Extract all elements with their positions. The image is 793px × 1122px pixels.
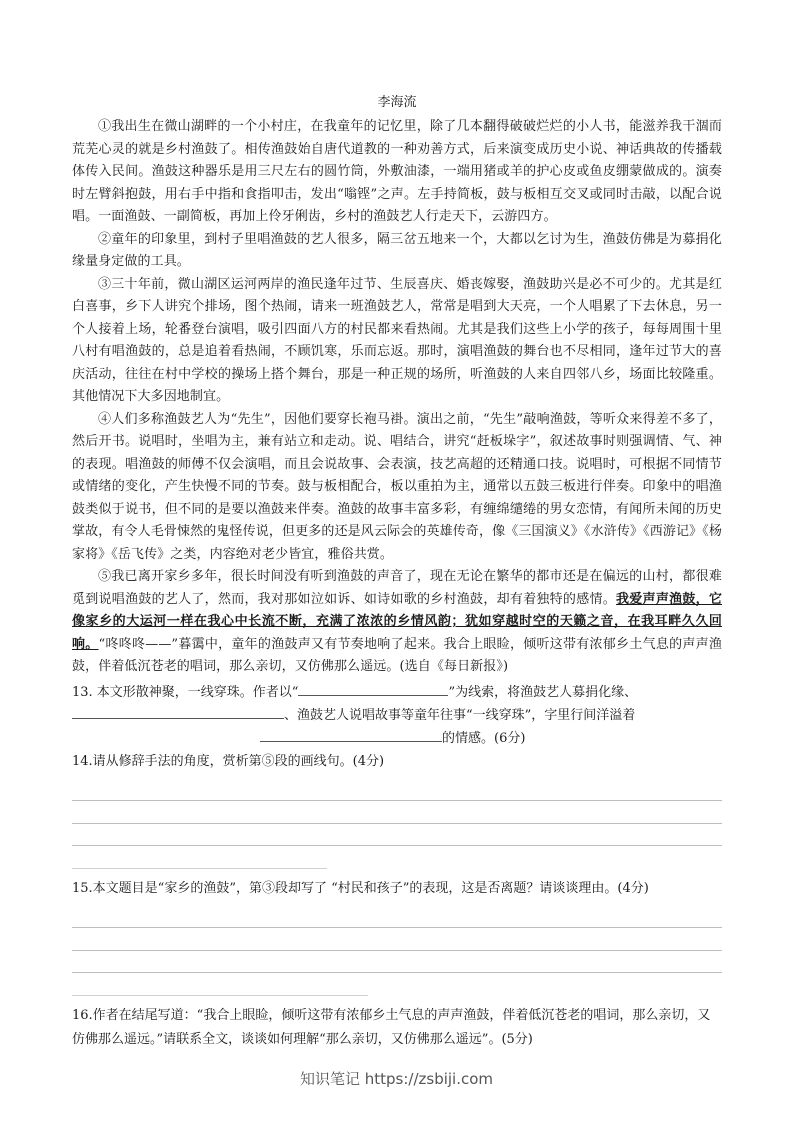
answer-blank-2[interactable] bbox=[72, 704, 284, 719]
answer-line[interactable] bbox=[72, 973, 368, 996]
answer-lines-14[interactable] bbox=[72, 779, 722, 869]
paragraph-1: ①我出生在微山湖畔的一个小村庄，在我童年的记忆里，除了几本翻得破破烂烂的小人书，能滋养我干涸而荒芜心灵的就是乡村渔鼓了。相传渔鼓始自唐代道教的一种劝善方式，后来演变成历史小说、神话典故的传播载体传入民间。渔鼓这种器乐是用三尺左右的圆竹筒，外敷油漆，一端用猪或羊的护心皮或鱼皮绷蒙做成的。演奏时左臂斜抱鼓，用右手中指和食指叩击，发出“嗡铿”之声。左手持简板，鼓与板相互交叉或同时击敲，以配合说唱。一面渔鼓、一副简板，再加上伶牙俐齿，乡村的渔鼓艺人行走天下，云游四方。 bbox=[72, 119, 722, 224]
answer-line[interactable] bbox=[72, 951, 722, 974]
paragraph-5 bbox=[72, 566, 722, 679]
paragraph-2: ②童年的印象里，到村子里唱渔鼓的艺人很多，隔三岔五地来一个，大都以乞讨为生，渔鼓仿佛是为募捐化缘量身定做的工具。 bbox=[72, 231, 722, 269]
question-13-text-a: 13. 本文形散神聚，一线穿珠。作者以“ bbox=[72, 684, 299, 700]
footer-watermark: 知识笔记 https://zsbiji.com bbox=[299, 1070, 494, 1088]
worksheet-page bbox=[72, 92, 722, 1052]
answer-blank-3[interactable] bbox=[260, 727, 442, 742]
answer-line[interactable] bbox=[72, 846, 327, 869]
answer-line[interactable] bbox=[72, 779, 722, 802]
answer-line[interactable] bbox=[72, 906, 722, 929]
question-15: 15.本文题目是“家乡的渔鼓”，第③段却写了 “村民和孩子”的表现，这是否离题？请谈谈理由。(4分) bbox=[72, 880, 649, 896]
question-13-line-2 bbox=[72, 704, 722, 727]
question-14: 14.请从修辞手法的角度，赏析第⑤段的画线句。(4分) bbox=[72, 753, 385, 769]
question-13-text-c: 、渔鼓艺人说唱故事等童年往事“一线穿珠”，字里行间洋溢着 bbox=[284, 707, 636, 723]
question-13-text-b: ”为线索，将渔鼓艺人募捐化缘、 bbox=[448, 684, 638, 700]
answer-lines-15[interactable] bbox=[72, 906, 722, 996]
underlined-sentence: 我爱声声渔鼓，它像家乡的大运河一样在我心中长流不断，充满了浓浓的乡情风韵；犹如穿越时空的天籁之音，在我耳畔久久回响。 bbox=[72, 591, 722, 652]
question-13 bbox=[72, 681, 722, 704]
paragraph-5-text: ⑤我已离开家乡多年，很长时间没有听到渔鼓的声音了，现在无论在繁华的都市还是在偏远的山村，都很难觅到说唱渔鼓的艺人了，然而，我对那如泣如诉、如诗如歌的乡村渔鼓，却有着独特的感情。 bbox=[72, 569, 722, 607]
paragraph-4: ④人们多称渔鼓艺人为“先生”，因他们要穿长袍马褂。演出之前，“先生”敲响渔鼓，等听众来得差不多了，然后开书。说唱时，坐唱为主，兼有站立和走动。说、唱结合，讲究“赶板垛字”，叙述故事时则强调情、气、神的表现。唱渔鼓的师傅不仅会演唱，而且会说故事、会表演，技艺高超的还精通口技。说唱时，可根据不同情节或情绪的变化，产生快慢不同的节奏。鼓与板相配合，板以重拍为主，通常以五鼓三板进行伴奏。印象中的唱渔鼓类似于说书，但不同的是要以渔鼓来伴奏。渔鼓的故事丰富多彩，有缠绵缱绻的男女恋情，有闻所未闻的历史掌故，有令人毛骨悚然的鬼怪传说，但更多的还是风云际会的英雄传奇，像《三国演义》《水浒传》《西游记》《杨家将》《岳飞传》之类，内容绝对老少皆宜，雅俗共赏。 bbox=[72, 411, 722, 562]
answer-line[interactable] bbox=[72, 824, 722, 847]
answer-blank-1[interactable] bbox=[298, 681, 448, 696]
question-13-text-d: 的情感。(6分) bbox=[442, 730, 526, 746]
question-13-line-3 bbox=[72, 727, 722, 750]
paragraph-3: ③三十年前，微山湖区运河两岸的渔民逢年过节、生辰喜庆、婚丧嫁娶，渔鼓助兴是必不可少的。尤其是红白喜事，乡下人讲究个排场，图个热闹，请来一班渔鼓艺人，常常是唱到大天亮，一个人唱累了下去休息，另一个人接着上场，轮番登台演唱，吸引四面八方的村民都来看热闹。尤其是我们这些上小学的孩子，每每周围十里八村有唱渔鼓的，总是追着看热闹，不顾饥寒，乐而忘返。那时，演唱渔鼓的舞台也不尽相同，逢年过节大的喜庆活动，往往在村中学校的操场上搭个舞台，那是一种正规的场所，听渔鼓的人来自四邻八乡，场面比较隆重。其他情况下大多因地制宜。 bbox=[72, 276, 722, 404]
author-name: 李海流 bbox=[377, 95, 417, 110]
question-16: 16.作者在结尾写道：“我合上眼睑，倾听这带有浓郁乡土气息的声声渔鼓，伴着低沉苍老的唱词，那么亲切，又仿佛那么遥远。”请联系全文，谈谈如何理解“那么亲切，又仿佛那么遥远”。(5分) bbox=[72, 1007, 711, 1047]
paragraph-5-ending: “咚咚咚——”暮霭中，童年的渔鼓声又有节奏地响了起来。我合上眼睑，倾听这带有浓郁乡土气息的声声渔鼓，伴着低沉苍老的唱词，那么亲切，又仿佛那么遥远。(选自《每日新报》) bbox=[72, 636, 722, 674]
answer-line[interactable] bbox=[72, 801, 722, 824]
answer-line[interactable] bbox=[72, 928, 722, 951]
